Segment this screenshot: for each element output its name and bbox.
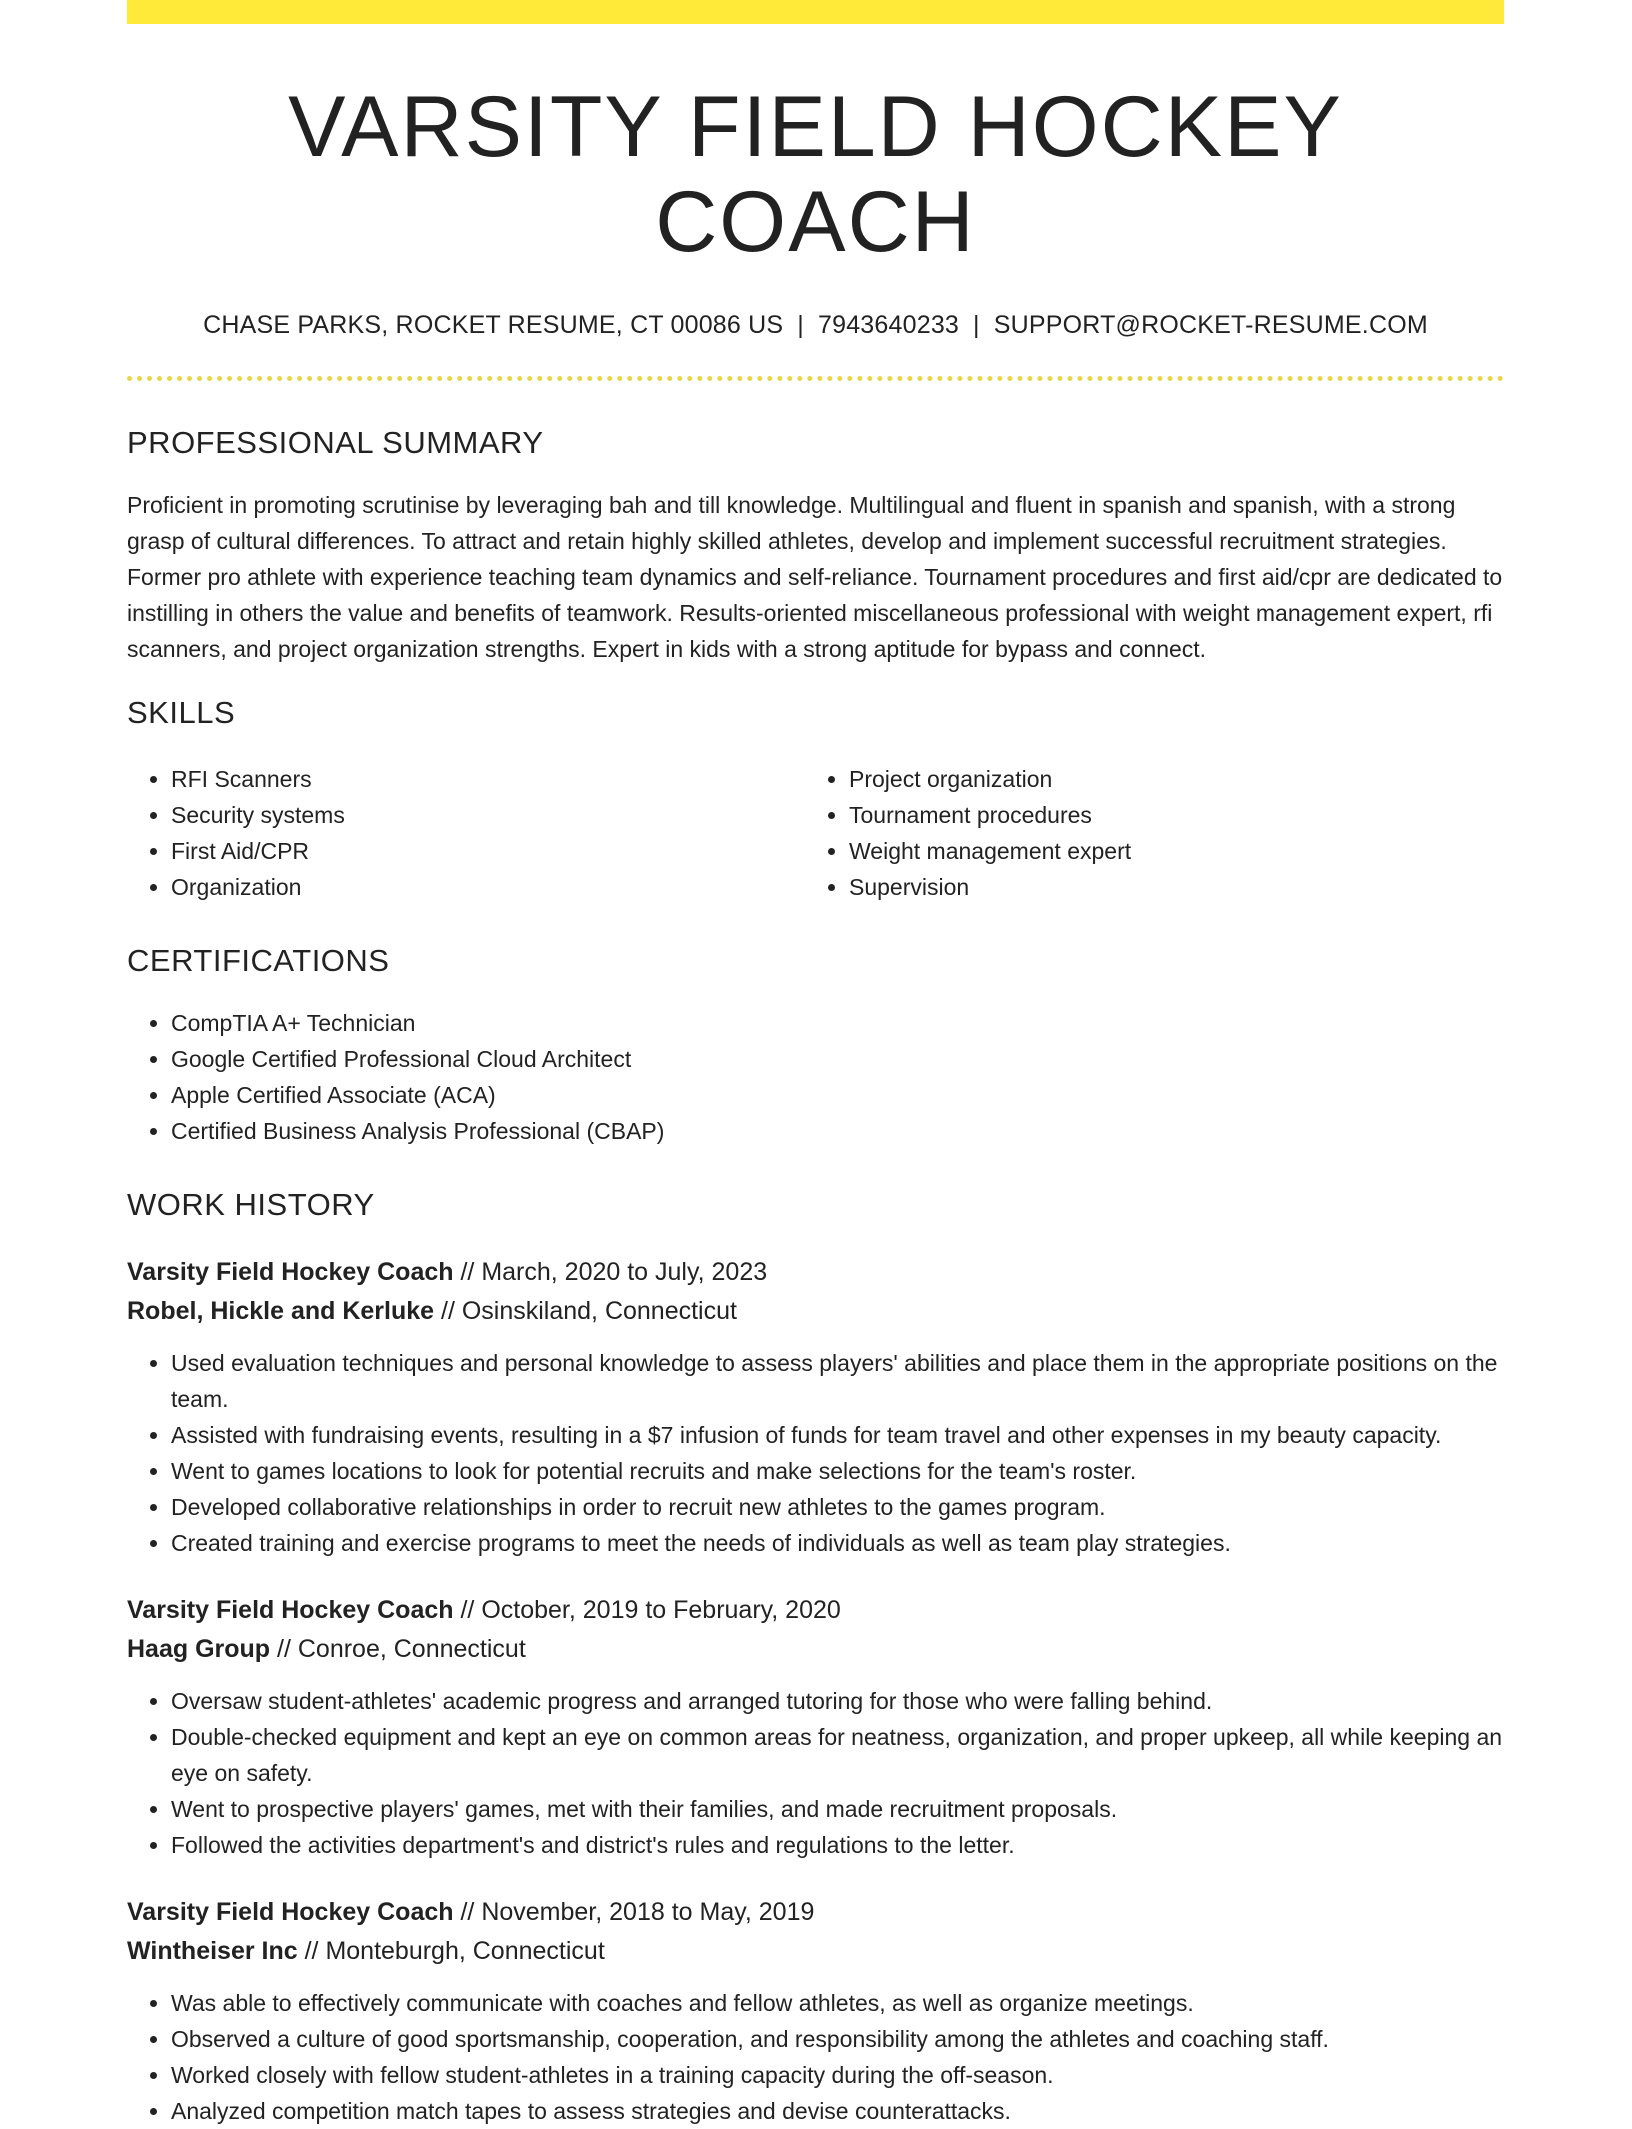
job-entry <box>127 1253 1504 1561</box>
job-company: Wintheiser Inc <box>127 1937 298 1966</box>
skill-item: • Project organization <box>849 761 1483 797</box>
skill-item: • Supervision <box>849 869 1483 905</box>
skill-item: • Security systems <box>171 797 805 833</box>
job-bullet: • Created training and exercise programs to meet the needs of individuals as well as team play strategies. <box>171 1525 1504 1561</box>
job-bullet: • Analyzed competition match tapes to assess strategies and devise counterattacks. <box>171 2093 1504 2129</box>
job-bullet: • Followed the activities department's and district's rules and regulations to the letter. <box>171 1827 1504 1863</box>
job-bullets <box>127 1683 1504 1863</box>
accent-bar <box>127 0 1504 24</box>
work-history-heading: WORK HISTORY <box>127 1187 375 1223</box>
certification-item: • CompTIA A+ Technician <box>171 1005 1504 1041</box>
contact-email: SUPPORT@ROCKET-RESUME.COM <box>993 311 1428 340</box>
certifications-heading: CERTIFICATIONS <box>127 943 390 979</box>
job-company: Haag Group <box>127 1635 271 1664</box>
job-dates: // October, 2019 to February, 2020 <box>453 1596 841 1625</box>
job-bullet: • Double-checked equipment and kept an eye on common areas for neatness, organization, and proper upkeep, all while keeping an eye on safety. <box>171 1719 1504 1791</box>
summary-text: Proficient in promoting scrutinise by leveraging bah and till knowledge. Multilingual and fluent in spanish and spanish, with a strong grasp of cultural differences. To attract and retain highly skilled athletes, develop and implement successful recruitment strategies. Former pro athlete with experience teaching team dynamics and self-reliance. Tournament procedures and first aid/cpr are dedicated to instilling in others the value and benefits of teamwork. Results-oriented miscellaneous professional with weight management expert, rfi scanners, and project organization strengths. Expert in kids with a strong aptitude for bypass and connect. <box>127 492 1503 663</box>
job-bullets <box>127 1345 1504 1561</box>
job-role: Varsity Field Hockey Coach <box>127 1258 454 1287</box>
job-role-line <box>127 1591 1504 1630</box>
job-bullet: • Developed collaborative relationships in order to recruit new athletes to the games program. <box>171 1489 1504 1525</box>
skill-item: • First Aid/CPR <box>171 833 805 869</box>
skills-heading: SKILLS <box>127 695 236 731</box>
contact-address: CHASE PARKS, ROCKET RESUME, CT 00086 US <box>203 311 784 340</box>
job-role: Varsity Field Hockey Coach <box>127 1596 454 1625</box>
job-company-line <box>127 1932 1504 1971</box>
job-role: Varsity Field Hockey Coach <box>127 1898 454 1927</box>
skills-columns <box>127 761 1504 905</box>
skill-item: • Tournament procedures <box>849 797 1483 833</box>
job-dates: // November, 2018 to May, 2019 <box>453 1898 815 1927</box>
contact-phone: 7943640233 <box>818 311 960 340</box>
job-bullet: • Went to games locations to look for potential recruits and make selections for the team's roster. <box>171 1453 1504 1489</box>
job-bullet: • Used evaluation techniques and personal knowledge to assess players' abilities and place them in the appropriate positions on the team. <box>171 1345 1504 1417</box>
job-bullet: • Was able to effectively communicate with coaches and fellow athletes, as well as organize meetings. <box>171 1985 1504 2021</box>
job-bullets <box>127 1985 1504 2129</box>
job-role-line <box>127 1893 1504 1932</box>
resume-title: VARSITY FIELD HOCKEY COACH <box>288 79 1343 270</box>
contact-separator: | <box>973 311 980 340</box>
certification-item: • Apple Certified Associate (ACA) <box>171 1077 1504 1113</box>
certification-item: • Certified Business Analysis Professional (CBAP) <box>171 1113 1504 1149</box>
summary-heading: PROFESSIONAL SUMMARY <box>127 425 544 461</box>
job-bullet: • Oversaw student-athletes' academic progress and arranged tutoring for those who were falling behind. <box>171 1683 1504 1719</box>
job-location: // Conroe, Connecticut <box>270 1635 526 1664</box>
job-bullet: • Worked closely with fellow student-athletes in a training capacity during the off-season. <box>171 2057 1504 2093</box>
contact-line <box>127 311 1504 340</box>
job-bullet: • Observed a culture of good sportsmanship, cooperation, and responsibility among the athletes and coaching staff. <box>171 2021 1504 2057</box>
job-bullet: • Assisted with fundraising events, resulting in a $7 infusion of funds for team travel and other expenses in my beauty capacity. <box>171 1417 1504 1453</box>
job-role-line <box>127 1253 1504 1292</box>
contact-separator: | <box>797 311 804 340</box>
dotted-divider <box>127 376 1504 381</box>
skill-item: • Organization <box>171 869 805 905</box>
skill-item: • RFI Scanners <box>171 761 805 797</box>
job-entry <box>127 1591 1504 1863</box>
job-company: Robel, Hickle and Kerluke <box>127 1297 435 1326</box>
job-company-line <box>127 1630 1504 1669</box>
certifications-list <box>127 1005 1504 1149</box>
job-location: // Osinskiland, Connecticut <box>434 1297 737 1326</box>
skill-item: • Weight management expert <box>849 833 1483 869</box>
job-entry <box>127 1893 1504 2129</box>
job-location: // Monteburgh, Connecticut <box>297 1937 605 1966</box>
skills-list-right <box>805 761 1483 905</box>
resume-page <box>127 0 1504 2129</box>
certification-item: • Google Certified Professional Cloud Architect <box>171 1041 1504 1077</box>
job-company-line <box>127 1292 1504 1331</box>
job-dates: // March, 2020 to July, 2023 <box>453 1258 768 1287</box>
job-bullet: • Went to prospective players' games, met with their families, and made recruitment proposals. <box>171 1791 1504 1827</box>
skills-list-left <box>127 761 805 905</box>
